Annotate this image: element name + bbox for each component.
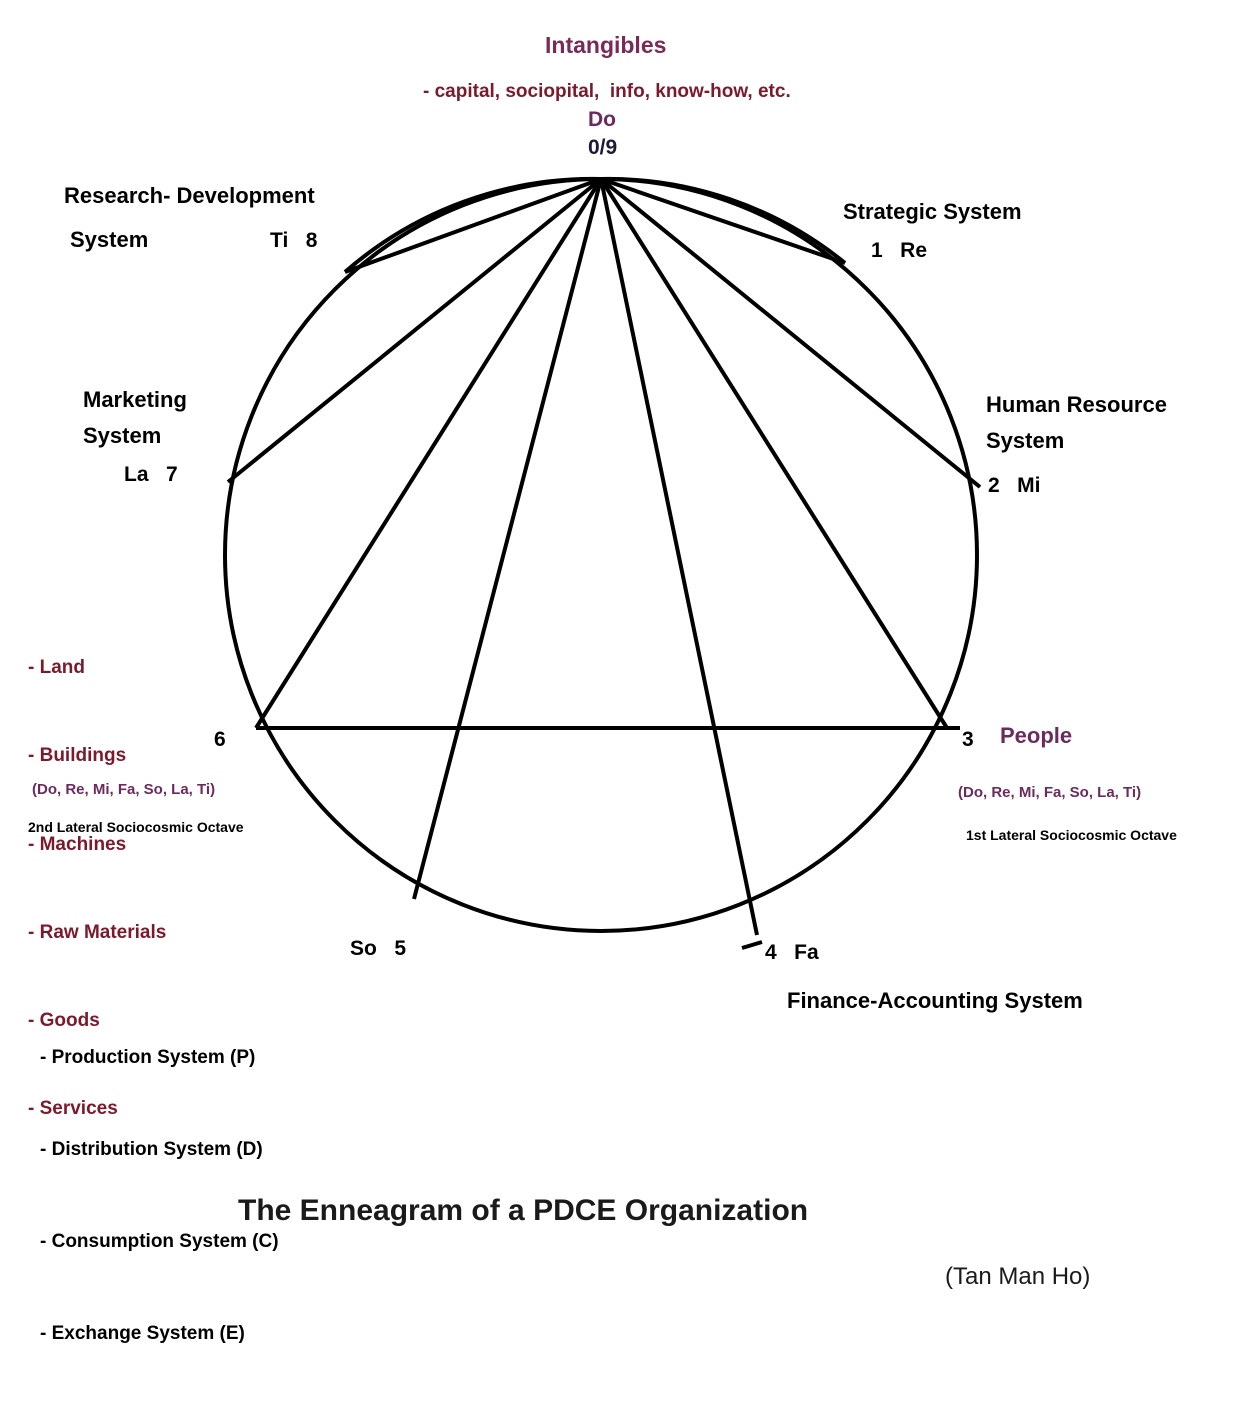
research-development-system-line2: System xyxy=(70,227,149,252)
diagram-author: (Tan Man Ho) xyxy=(945,1263,1091,1290)
pdce-systems-item: - Exchange System (E) xyxy=(40,1323,245,1345)
point-7-marker: La 7 xyxy=(124,463,178,486)
do-note-label: Do xyxy=(588,108,616,131)
line-do-to-5 xyxy=(414,179,601,899)
tangibles-item: - Raw Materials xyxy=(28,921,167,943)
research-development-system-line1: Research- Development xyxy=(64,183,315,208)
tick-point-4 xyxy=(742,942,762,948)
people-label: People xyxy=(1000,723,1073,748)
point-8-marker: Ti 8 xyxy=(270,229,318,252)
human-resource-system-line2: System xyxy=(986,428,1065,453)
line-do-to-8 xyxy=(345,179,601,272)
intangibles-title: Intangibles xyxy=(545,32,667,58)
point-1-marker: 1 Re xyxy=(871,239,928,262)
point-5-marker: So 5 xyxy=(350,937,407,960)
enneagram-circle xyxy=(225,179,977,931)
first-lateral-octave-notes: (Do, Re, Mi, Fa, So, La, Ti) xyxy=(958,784,1142,801)
pdce-systems-item: - Consumption System (C) xyxy=(40,1231,279,1253)
human-resource-system-line1: Human Resource xyxy=(986,392,1167,417)
line-do-to-4 xyxy=(601,179,757,935)
point-4-marker: 4 Fa xyxy=(765,941,819,964)
tangibles-item: - Land xyxy=(28,656,85,678)
pdce-systems-item: - Production System (P) xyxy=(40,1046,256,1068)
line-do-to-1 xyxy=(601,179,845,263)
tangibles-item: - Machines xyxy=(28,833,127,855)
tick-point-7 xyxy=(213,446,233,470)
point-6-number: 6 xyxy=(214,728,226,751)
second-lateral-octave-caption: 2nd Lateral Sociocosmic Octave xyxy=(28,819,244,835)
tangibles-item: - Goods xyxy=(28,1010,100,1032)
diagram-caption: The Enneagram of a PDCE Organization xyxy=(238,1194,809,1227)
marketing-system-line2: System xyxy=(83,423,162,448)
first-lateral-octave-caption: 1st Lateral Sociocosmic Octave xyxy=(966,827,1177,843)
do-note-number: 0/9 xyxy=(588,136,618,159)
second-lateral-octave-notes: (Do, Re, Mi, Fa, So, La, Ti) xyxy=(32,781,216,798)
pdce-systems-item: - Distribution System (D) xyxy=(40,1138,263,1160)
point-2-marker: 2 Mi xyxy=(988,474,1041,497)
line-do-to-6 xyxy=(256,179,601,728)
tangibles-item: - Services xyxy=(28,1098,118,1120)
point-3-number: 3 xyxy=(962,728,974,751)
marketing-system-line1: Marketing xyxy=(83,387,187,412)
strategic-system-label: Strategic System xyxy=(843,199,1022,224)
tangibles-item: - Buildings xyxy=(28,745,127,767)
finance-accounting-system-label: Finance-Accounting System xyxy=(787,988,1083,1013)
intangibles-subtitle: - capital, sociopital, info, know-how, etc. xyxy=(423,81,791,102)
